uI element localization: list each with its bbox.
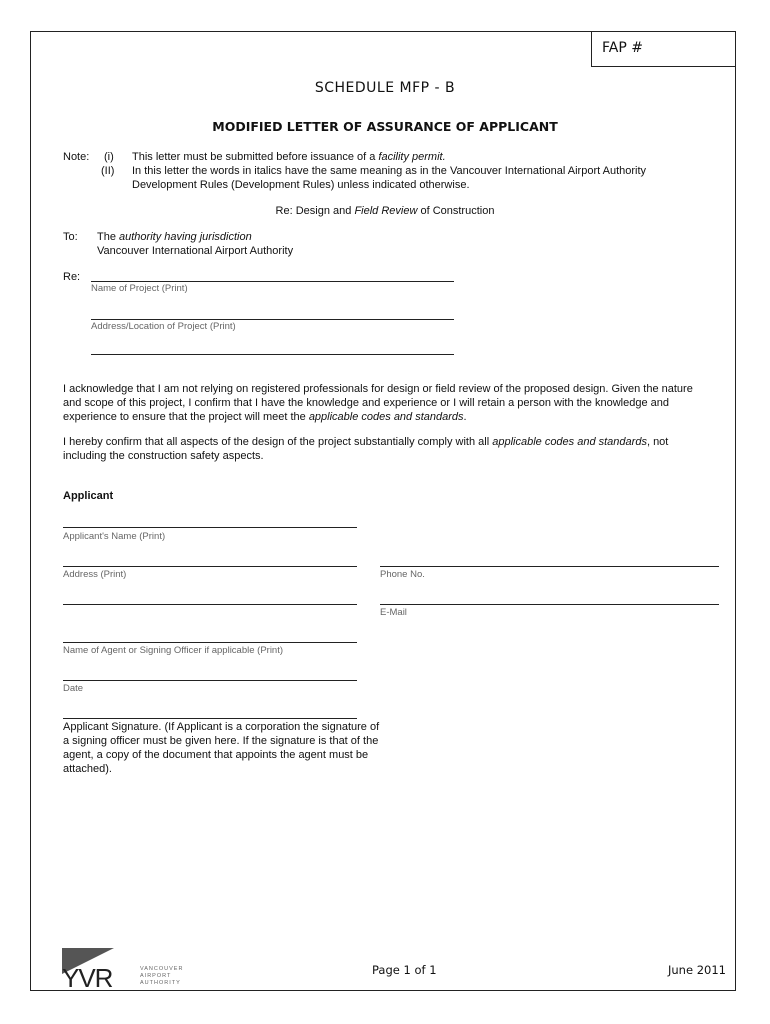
applicant-name-caption: Applicant's Name (Print) — [63, 531, 166, 542]
yvr-logo — [62, 948, 192, 995]
agent-name-line[interactable] — [63, 642, 357, 643]
note-i-marker: (i) — [104, 151, 114, 163]
note-ii-line1: In this letter the words in italics have the same meaning as in the Vancouver International Airport Authority — [132, 165, 647, 177]
to-line2: Vancouver International Airport Authority — [97, 245, 294, 257]
email-line[interactable] — [380, 604, 719, 605]
svg-text:AIRPORT: AIRPORT — [140, 973, 172, 979]
revision-date: June 2011 — [668, 963, 726, 977]
phone-caption: Phone No. — [380, 569, 425, 580]
signature-instructions: Applicant Signature. (If Applicant is a corporation the signature of a signing officer must be given here. If the signature is that of the agent, a copy of the document that appoints the agent must be attached). — [63, 721, 380, 775]
note-ii-marker: (II) — [101, 165, 115, 177]
project-address-line-2[interactable] — [91, 354, 454, 355]
page-number: Page 1 of 1 — [372, 963, 437, 977]
project-name-line[interactable] — [91, 281, 454, 282]
svg-text:AUTHORITY: AUTHORITY — [140, 980, 181, 986]
phone-line[interactable] — [380, 566, 719, 567]
svg-text:YVR: YVR — [62, 963, 113, 990]
note-label: Note: — [63, 151, 90, 163]
applicant-name-line[interactable] — [63, 527, 357, 528]
signature-line[interactable] — [63, 718, 357, 719]
project-address-line[interactable] — [91, 319, 454, 320]
confirmation-paragraph: I hereby confirm that all aspects of the design of the project substantially comply with all applicable codes and standards, not including the construction safety aspects. — [63, 436, 669, 462]
acknowledgement-paragraph: I acknowledge that I am not relying on registered professionals for design or field review of the proposed design. Given the nature and scope of this project, I confirm that I have the knowledge and experience or I will retain a person with the knowledge and experience to ensure that the project will meet the applicable codes and standards. — [63, 383, 693, 423]
email-caption: E-Mail — [380, 607, 407, 618]
fap-number-box — [591, 31, 736, 67]
note-i-text: This letter must be submitted before issuance of a facility permit. — [132, 151, 446, 163]
project-name-caption: Name of Project (Print) — [91, 283, 188, 294]
re-label: Re: — [63, 271, 81, 283]
fap-label: FAP # — [602, 40, 643, 56]
form-subtitle: MODIFIED LETTER OF ASSURANCE OF APPLICANT — [212, 119, 558, 134]
schedule-title: SCHEDULE MFP - B — [314, 80, 456, 96]
date-caption: Date — [63, 683, 84, 694]
applicant-address-line-2[interactable] — [63, 604, 357, 605]
re-design-line: Re: Design and Field Review of Construction — [275, 205, 495, 217]
to-line1: The authority having jurisdiction — [97, 231, 252, 243]
agent-name-caption: Name of Agent or Signing Officer if applicable (Print) — [63, 645, 284, 656]
note-ii-line2: Development Rules (Development Rules) unless indicated otherwise. — [132, 179, 470, 191]
applicant-address-line[interactable] — [63, 566, 357, 567]
to-label: To: — [63, 231, 78, 243]
yvr-logo-graphic — [62, 948, 192, 990]
applicant-address-caption: Address (Print) — [63, 569, 127, 580]
applicant-heading: Applicant — [63, 490, 114, 502]
project-address-caption: Address/Location of Project (Print) — [91, 321, 236, 332]
date-line[interactable] — [63, 680, 357, 681]
svg-text:VANCOUVER: VANCOUVER — [140, 966, 184, 972]
